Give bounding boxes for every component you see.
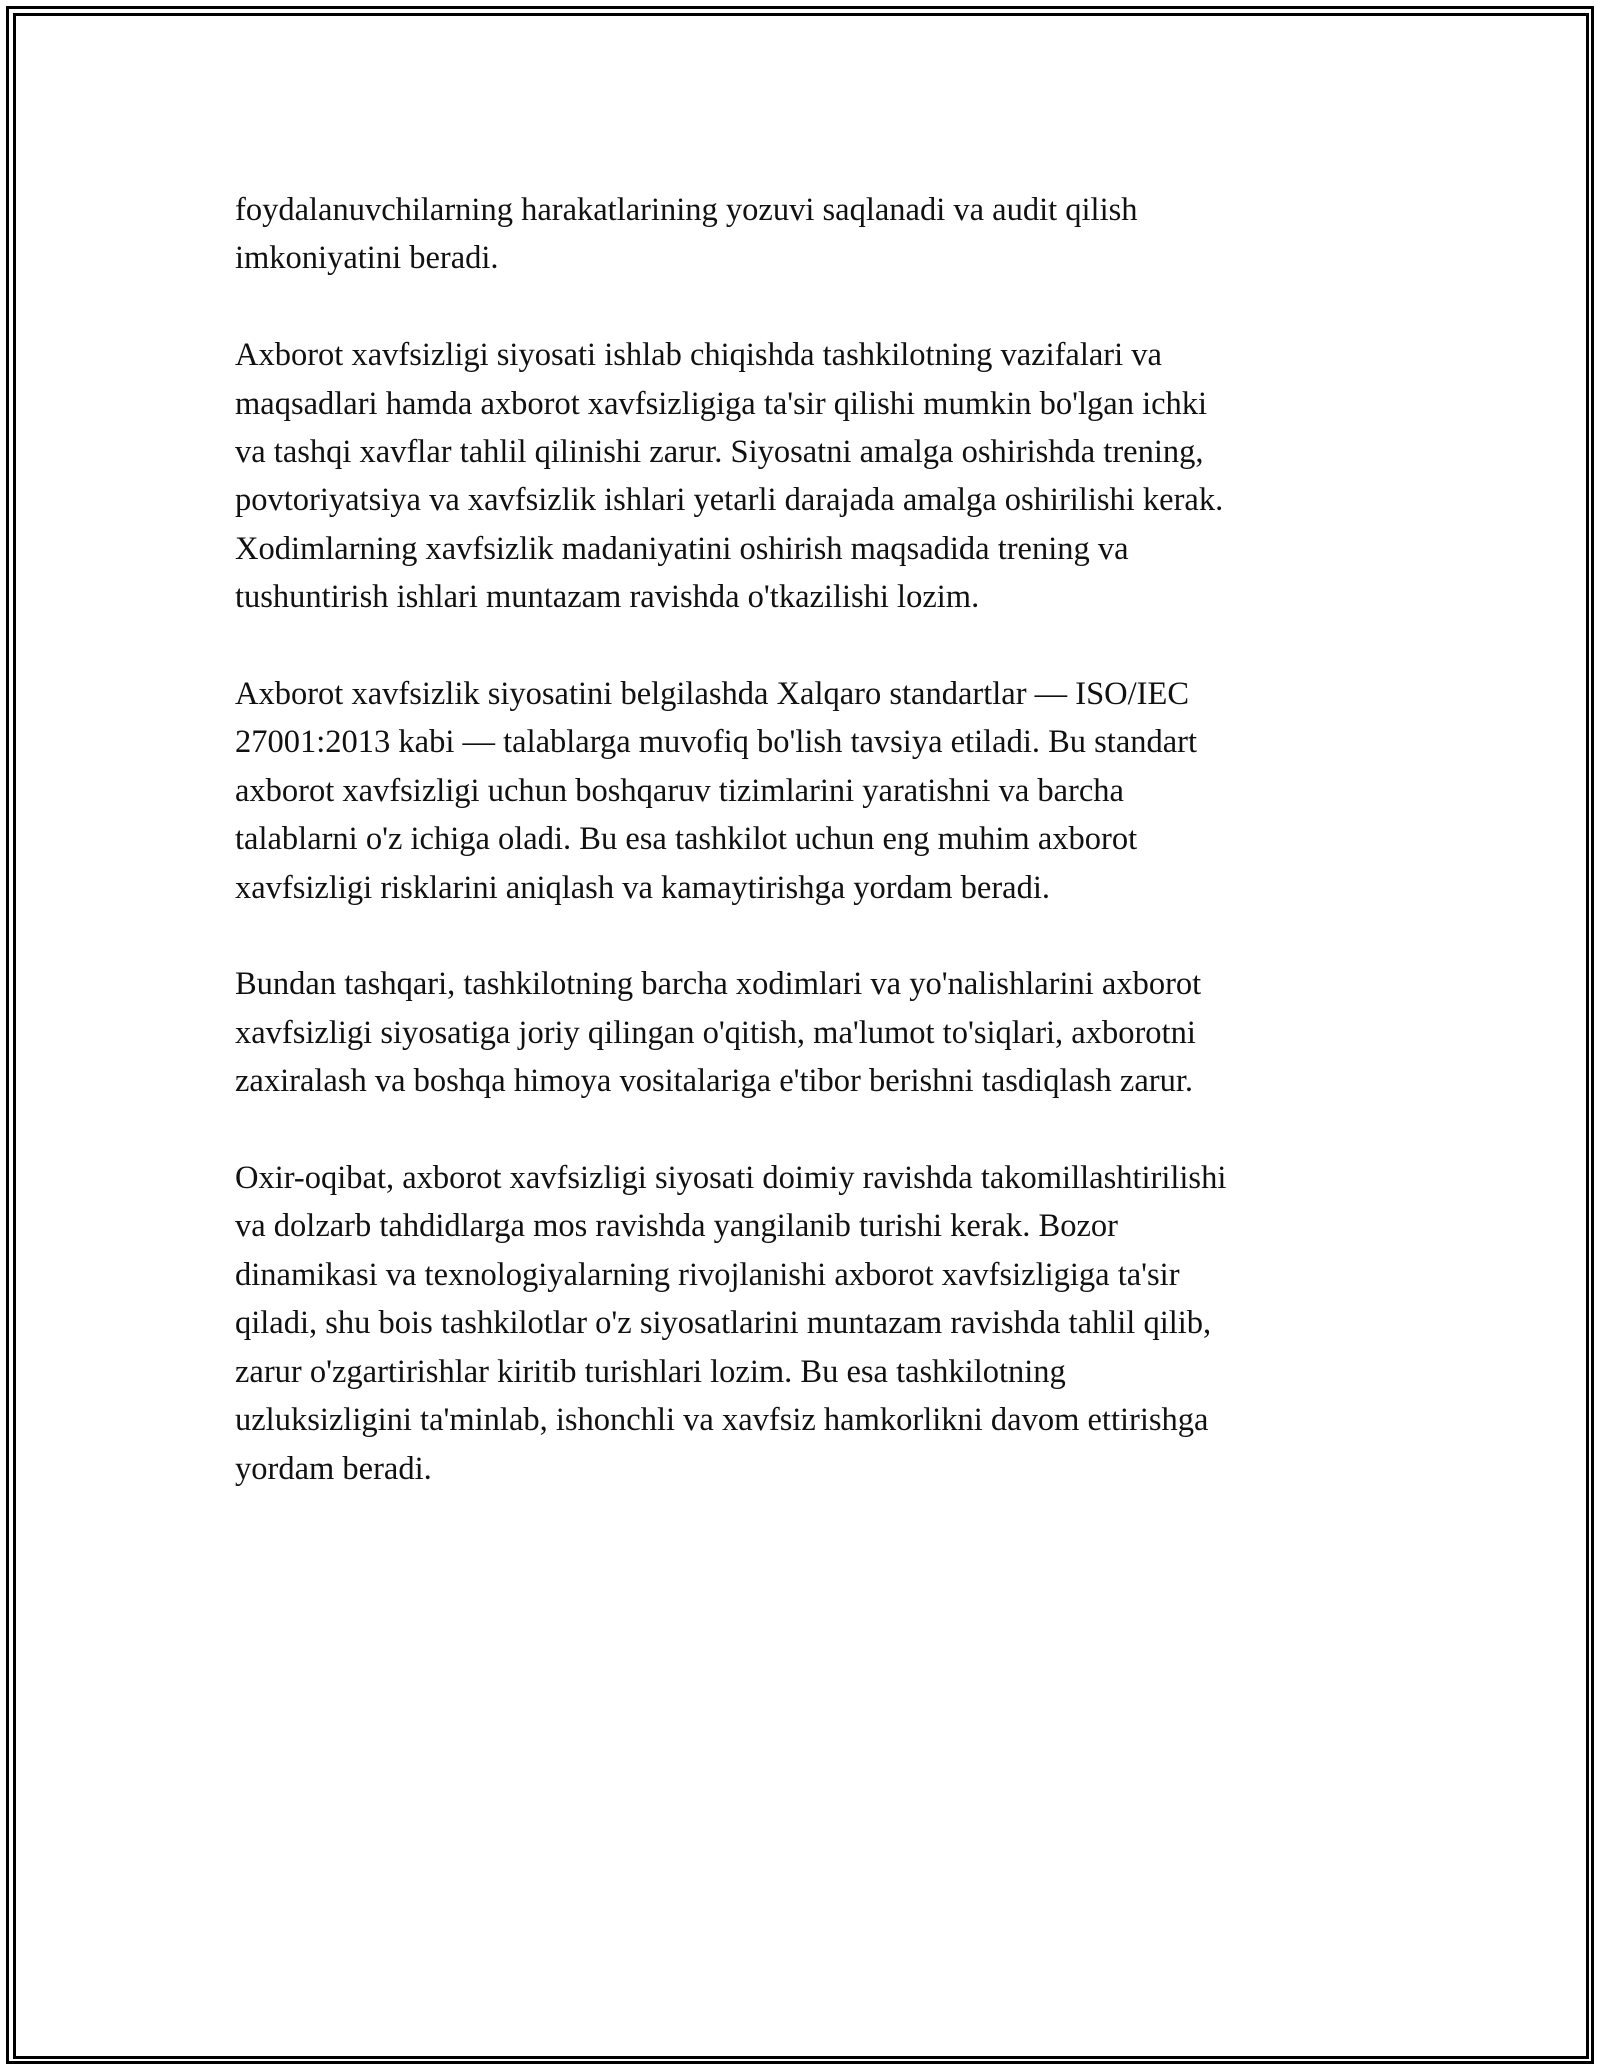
text-line: imkoniyatini beradi.: [235, 240, 499, 277]
text-line: uzluksizligini ta'minlab, ishonchli va xavfsiz hamkorlikni davom ettirishga: [235, 1402, 1209, 1439]
text-line: zarur o'zgartirishlar kiritib turishlari lozim. Bu esa tashkilotning: [235, 1353, 1066, 1390]
text-line: talablarni o'z ichiga oladi. Bu esa tashkilot uchun eng muhim axborot: [235, 821, 1138, 858]
text-line: tushuntirish ishlari muntazam ravishda o'tkazilishi lozim.: [235, 579, 980, 616]
paragraph: [235, 1154, 1375, 1493]
text-line: axborot xavfsizligi uchun boshqaruv tizimlarini yaratishni va barcha: [235, 772, 1124, 809]
text-line: Bundan tashqari, tashkilotning barcha xodimlari va yo'nalishlarini axborot: [235, 966, 1202, 1003]
text-line: xavfsizligi siyosatiga joriy qilingan o'qitish, ma'lumot to'siqlari, axborotni: [235, 1014, 1196, 1051]
text-line: Axborot xavfsizligi siyosati ishlab chiqishda tashkilotning vazifalari va: [235, 337, 1162, 374]
paragraph: [235, 186, 1375, 283]
text-line: Axborot xavfsizlik siyosatini belgilashda Xalqaro standartlar — ISO/IEC: [235, 676, 1190, 713]
paragraph: [235, 331, 1375, 621]
paragraph: [235, 670, 1375, 912]
text-line: qiladi, shu bois tashkilotlar o'z siyosatlarini muntazam ravishda tahlil qilib,: [235, 1305, 1212, 1342]
text-line: yordam beradi.: [235, 1450, 432, 1487]
text-line: Oxir-oqibat, axborot xavfsizligi siyosati doimiy ravishda takomillashtirilishi: [235, 1160, 1227, 1197]
text-line: foydalanuvchilarning harakatlarining yozuvi saqlanadi va audit qilish: [235, 192, 1138, 228]
text-line: maqsadlari hamda axborot xavfsizligiga ta'sir qilishi mumkin bo'lgan ichki: [235, 385, 1208, 422]
text-line: dinamikasi va texnologiyalarning rivojlanishi axborot xavfsizligiga ta'sir: [235, 1256, 1180, 1293]
text-line: povtoriyatsiya va xavfsizlik ishlari yetarli darajada amalga oshirilishi kerak.: [235, 482, 1224, 519]
paragraph: [235, 960, 1375, 1105]
text-line: va dolzarb tahdidlarga mos ravishda yangilanib turishi kerak. Bozor: [235, 1208, 1118, 1245]
text-line: zaxiralash va boshqa himoya vositalariga e'tibor berishni tasdiqlash zarur.: [235, 1063, 1194, 1100]
text-line: xavfsizligi risklarini aniqlash va kamaytirishga yordam beradi.: [235, 869, 1050, 906]
document-body: [235, 186, 1375, 1541]
text-line: Xodimlarning xavfsizlik madaniyatini oshirish maqsadida trening va: [235, 530, 1129, 567]
text-line: va tashqi xavflar tahlil qilinishi zarur. Siyosatni amalga oshirishda trening,: [235, 434, 1204, 471]
text-line: 27001:2013 kabi — talablarga muvofiq bo'lish tavsiya etiladi. Bu standart: [235, 724, 1198, 761]
